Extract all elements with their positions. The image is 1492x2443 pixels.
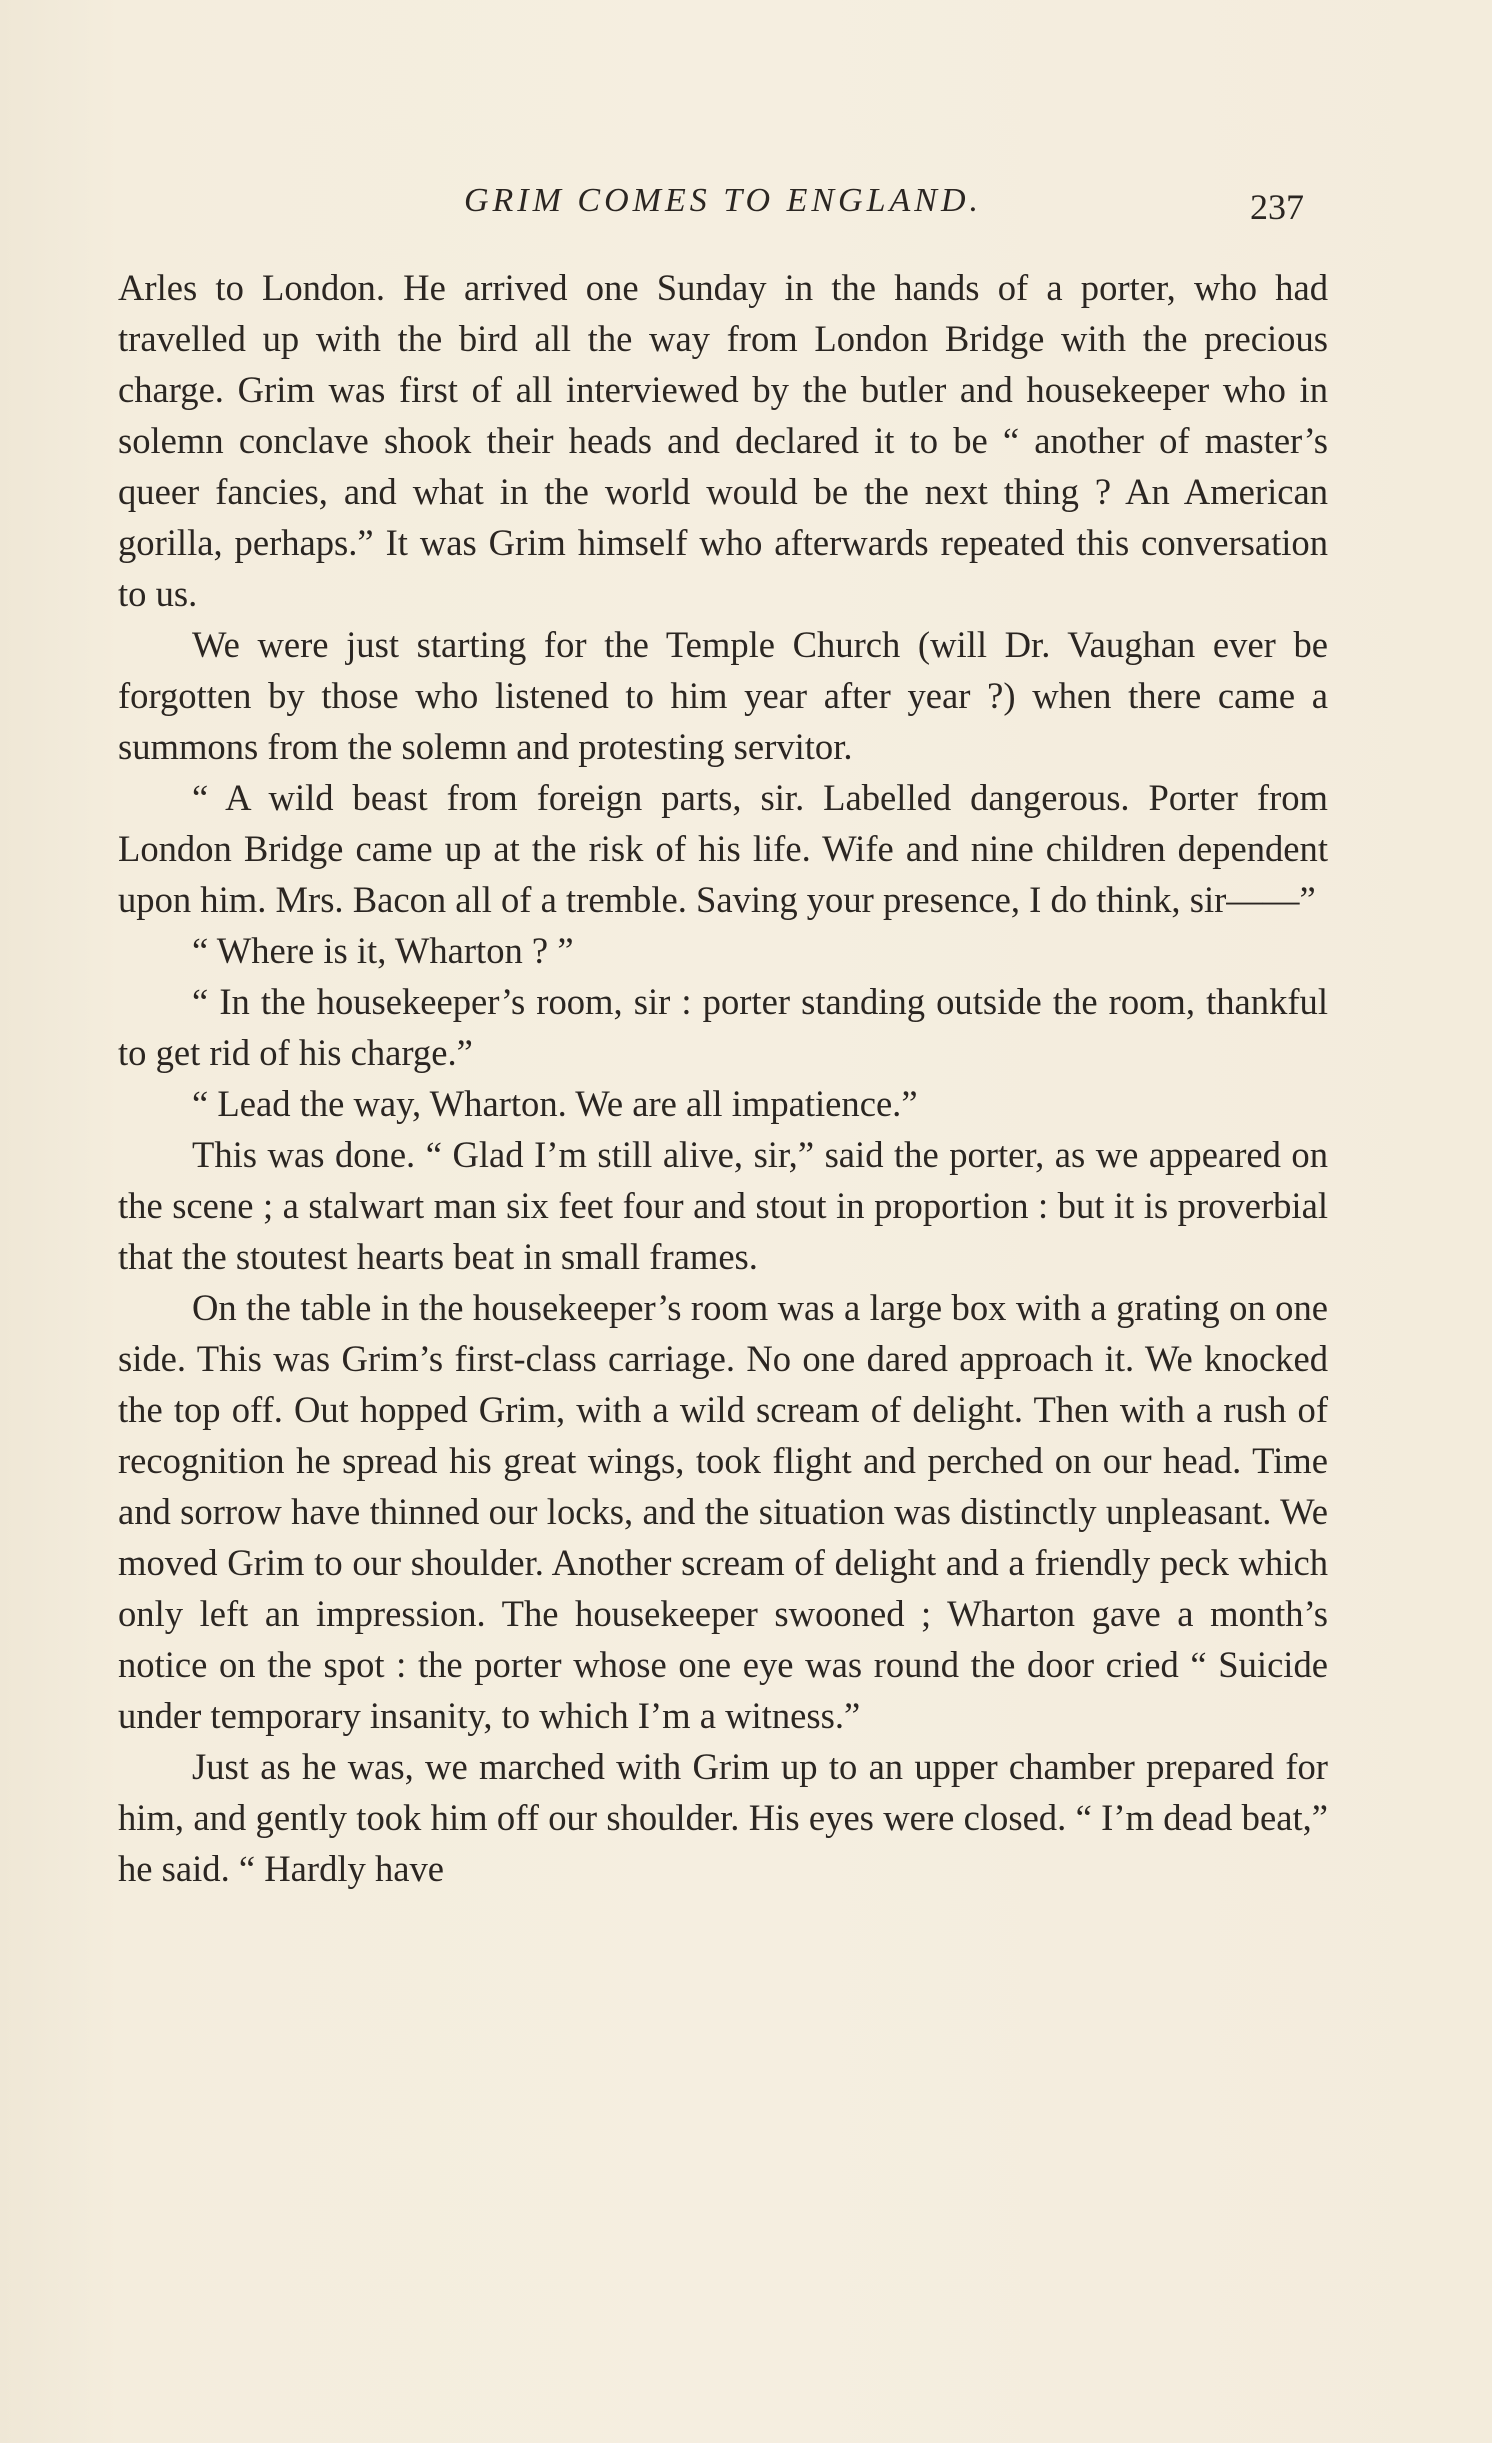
paragraph: “ In the housekeeper’s room, sir : porter standing outside the room, thankful to get rid of his charge.” [118, 981, 1328, 1073]
paragraph: “ A wild beast from foreign parts, sir. Labelled dangerous. Porter from London Bridge came up at the risk of his life. Wife and nine children dependent upon him. Mrs. Bacon all of a tremble. Saving your presence, I do think, sir——” [118, 777, 1328, 920]
paragraph: Just as he was, we marched with Grim up to an upper chamber prepared for him, and gently took him off our shoulder. His eyes were closed. “ I’m dead beat,” he said. “ Hardly have [118, 1746, 1328, 1889]
page-header [118, 176, 1328, 236]
paragraph: On the table in the housekeeper’s room was a large box with a grating on one side. This was Grim’s first-class carriage. No one dared approach it. We knocked the top off. Out hopped Grim, with a wild scream of delight. Then with a rush of recognition he spread his great wings, took flight and perched on our head. Time and sorrow have thinned our locks, and the situation was distinctly unpleasant. We moved Grim to our shoulder. Another scream of delight and a friendly peck which only left an impression. The housekeeper swooned ; Wharton gave a month’s notice on the spot : the porter whose one eye was round the door cried “ Suicide under temporary insanity, to which I’m a witness.” [118, 1287, 1328, 1736]
paragraph: Arles to London. He arrived one Sunday in the hands of a porter, who had travelled up with the bird all the way from London Bridge with the precious charge. Grim was first of all interviewed by the butler and housekeeper who in solemn conclave shook their heads and declared it to be “ another of master’s queer fancies, and what in the world would be the next thing ? An American gorilla, perhaps.” It was Grim himself who afterwards repeated this conversation to us. [118, 267, 1328, 614]
page-body [118, 262, 1328, 1894]
paragraph: “ Where is it, Wharton ? ” [192, 930, 574, 971]
paragraph: We were just starting for the Temple Church (will Dr. Vaughan ever be forgotten by those who listened to him year after year ?) when there came a summons from the solemn and protesting servitor. [118, 624, 1328, 767]
running-head: GRIM COMES TO ENGLAND. [463, 182, 983, 219]
paragraph: This was done. “ Glad I’m still alive, sir,” said the porter, as we appeared on the scene ; a stalwart man six feet four and stout in proportion : but it is proverbial that the stoutest hearts beat in small frames. [118, 1134, 1328, 1277]
page-number: 237 [1250, 187, 1304, 227]
paragraph: “ Lead the way, Wharton. We are all impatience.” [192, 1083, 918, 1124]
